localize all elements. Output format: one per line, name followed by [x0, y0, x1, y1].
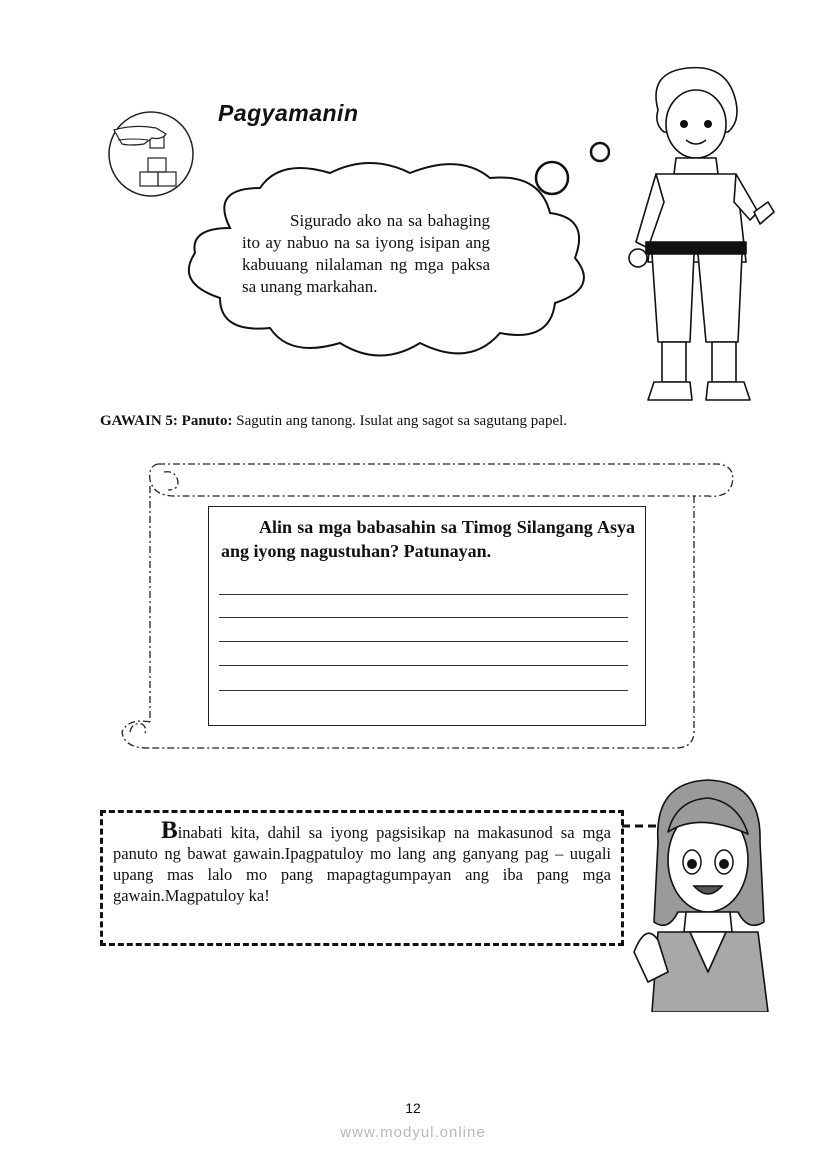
congratulations-message	[113, 817, 611, 906]
answer-line[interactable]	[219, 594, 628, 595]
activity-instruction	[100, 413, 567, 430]
activity-label: GAWAIN 5: Panuto:	[100, 413, 233, 429]
section-title: Pagyamanin	[218, 100, 359, 126]
answer-line[interactable]	[219, 690, 628, 691]
answer-line[interactable]	[219, 641, 628, 642]
activity-instruction-text: Sagutin ang tanong. Isulat ang sagot sa sagutang papel.	[236, 413, 568, 429]
question-text: Alin sa mga babasahin sa Timog Silangang Asya ang iyong nagustuhan? Patunayan.	[221, 517, 635, 561]
girl-character-illustration	[628, 772, 778, 1012]
drop-cap-letter: B	[161, 817, 178, 844]
congratulations-text: inabati kita, dahil sa iyong pagsisikap na makasunod sa mga panuto ng bawat gawain.Ipagpatuloy mo lang ang ganyang pag – uugali upang mas lalo mo pang mapagtagumpayan ang iba pang mga gawain.Magpatuloy ka!	[113, 823, 611, 905]
page-number: 12	[405, 1100, 421, 1116]
answer-line[interactable]	[219, 665, 628, 666]
answer-line[interactable]	[219, 617, 628, 618]
boy-character-illustration	[618, 62, 788, 430]
thought-bubble-text: Sigurado ako na sa bahaging ito ay nabuo na sa iyong isipan ang kabuuang nilalaman ng mga paksa sa unang markahan.	[242, 211, 490, 296]
watermark: www.modyul.online	[340, 1124, 486, 1141]
